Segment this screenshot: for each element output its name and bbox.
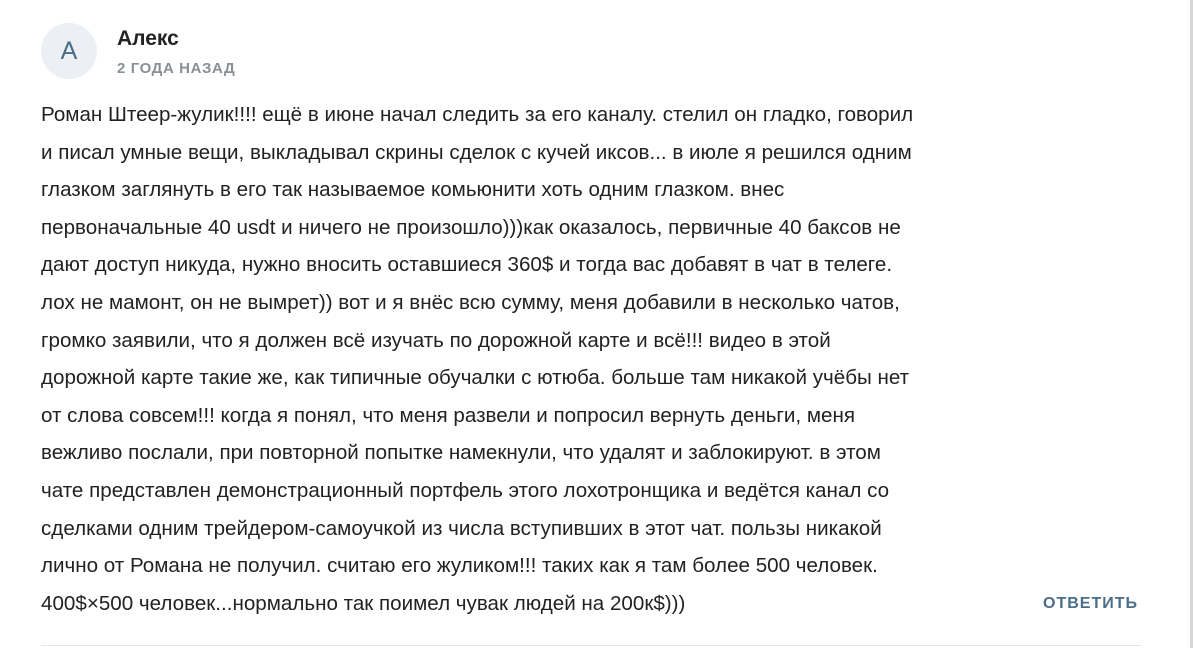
divider <box>41 645 1141 646</box>
avatar-letter: А <box>60 36 78 65</box>
avatar <box>41 23 97 79</box>
reply-button[interactable]: ОТВЕТИТЬ <box>1043 595 1138 612</box>
comment-text: Роман Штеер-жулик!!!! ещё в июне начал следить за его каналу. стелил он гладко, говорил и писал умные вещи, выкладывал скрины сделок с кучей иксов... в июле я решился одним глазком заглянуть в его так называемое комьюнити хоть одним глазком. внес первоначальные 40 usdt и ничего не произошло)))как оказалось, первичные 40 баксов не дают доступ никуда, нужно вносить оставшиеся 360$ и тогда вас добавят в чат в телеге. лох не мамонт, он не вымрет)) вот и я внёс всю сумму, меня добавили в несколько чатов, громко заявили, что я должен всё изучать по дорожной карте и всё!!! видео в этой дорожной карте такие же, как типичные обучалки с ютюба. больше там никакой учёбы нет от слова совсем!!! когда я понял, что меня развели и попросил вернуть деньги, меня вежливо послали, при повторной попытке намекнули, что удалят и заблокируют. в этом чате представлен демонстрационный портфель этого лохотронщика и ведётся канал со сделками одним трейдером-самоучкой из числа вступивших в этот чат. пользы никакой лично от Романа не получил. считаю его жуликом!!! таких как я там более 500 человек. 400$×500 человек...нормально так поимел чувак людей на 200к$))) <box>41 103 914 615</box>
comment-timestamp: 2 ГОДА НАЗАД <box>117 60 236 77</box>
comment-author: Алекс <box>117 27 179 50</box>
